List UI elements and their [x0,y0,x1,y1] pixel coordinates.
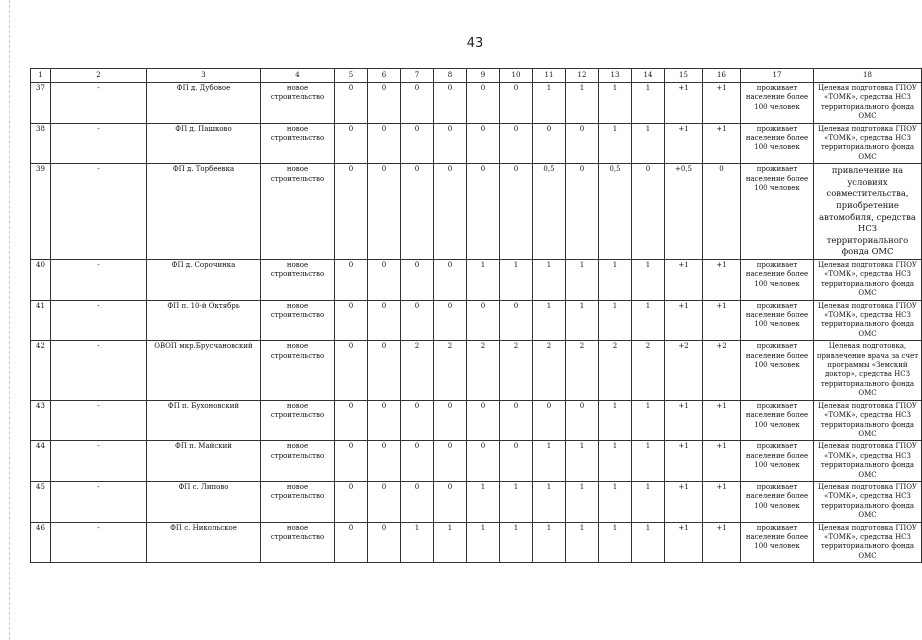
value-cell: 0 [467,300,500,341]
value-cell: +2 [665,341,703,400]
facility-name-cell: ФП д. Пашково [147,123,261,164]
row-number-cell: 42 [31,341,51,400]
value-cell: 0 [368,83,401,124]
construction-type-cell: новое строительство [261,300,335,341]
dash-cell: - [51,400,147,441]
value-cell: 0,5 [599,164,632,260]
column-header: 4 [261,69,335,83]
data-table [30,68,922,563]
value-cell: 0 [632,164,665,260]
value-cell: 1 [500,260,533,301]
value-cell: 0 [335,481,368,522]
table-row [31,83,922,124]
value-cell: 1 [599,481,632,522]
value-cell: 0 [434,164,467,260]
value-cell: 0 [335,83,368,124]
value-cell: 0 [500,300,533,341]
value-cell: +0,5 [665,164,703,260]
value-cell: 1 [533,300,566,341]
value-cell: +1 [665,260,703,301]
value-cell: +1 [703,260,741,301]
dash-cell: - [51,441,147,482]
column-header: 2 [51,69,147,83]
value-cell: 0 [368,522,401,563]
value-cell: 0 [368,260,401,301]
value-cell: 0 [566,164,599,260]
value-cell: 0 [401,123,434,164]
value-cell: 0 [434,260,467,301]
table-row [31,123,922,164]
value-cell: 1 [500,481,533,522]
value-cell: 1 [533,260,566,301]
value-cell: 0 [368,123,401,164]
value-cell: 0 [533,123,566,164]
value-cell: +1 [703,300,741,341]
value-cell: 0 [401,481,434,522]
value-cell: 1 [599,123,632,164]
page-number: 43 [466,36,484,51]
table-row [31,400,922,441]
value-cell: 0 [434,300,467,341]
dash-cell: - [51,481,147,522]
column-header: 16 [703,69,741,83]
dash-cell: - [51,83,147,124]
value-cell: 1 [599,300,632,341]
column-header: 15 [665,69,703,83]
value-cell: 1 [566,481,599,522]
value-cell: 0 [368,164,401,260]
value-cell: 0 [500,123,533,164]
value-cell: 0 [335,164,368,260]
value-cell: +1 [665,83,703,124]
value-cell: 0 [335,300,368,341]
value-cell: 0 [401,83,434,124]
measures-cell: Целевая подготовка ГПОУ «ТОМК», средства НСЗ территориального фонда ОМС [814,441,922,482]
construction-type-cell: новое строительство [261,400,335,441]
table-row [31,260,922,301]
population-cell: проживает население более 100 человек [741,481,814,522]
value-cell: 0 [401,260,434,301]
dash-cell: - [51,341,147,400]
column-header: 17 [741,69,814,83]
construction-type-cell: новое строительство [261,441,335,482]
value-cell: 1 [533,522,566,563]
row-number-cell: 46 [31,522,51,563]
value-cell: +1 [703,441,741,482]
dash-cell: - [51,260,147,301]
table-row [31,522,922,563]
value-cell: 0 [368,441,401,482]
value-cell: 0 [500,441,533,482]
construction-type-cell: новое строительство [261,260,335,301]
table-row [31,481,922,522]
value-cell: 1 [632,522,665,563]
value-cell: 1 [599,260,632,301]
dash-cell: - [51,164,147,260]
value-cell: 0 [401,300,434,341]
measures-cell: привлечение на условиях совместительства, приобретение автомобиля, средства НСЗ территориального фонда ОМС [814,164,922,260]
measures-cell: Целевая подготовка ГПОУ «ТОМК», средства НСЗ территориального фонда ОМС [814,400,922,441]
value-cell: +1 [703,481,741,522]
construction-type-cell: новое строительство [261,522,335,563]
population-cell: проживает население более 100 человек [741,260,814,301]
value-cell: 1 [599,441,632,482]
table-row [31,300,922,341]
dash-cell: - [51,522,147,563]
value-cell: 2 [599,341,632,400]
value-cell: 1 [566,260,599,301]
column-header: 12 [566,69,599,83]
facility-name-cell: ФП п. 10-й Октябрь [147,300,261,341]
value-cell: 0 [467,164,500,260]
value-cell: +1 [703,400,741,441]
value-cell: 2 [533,341,566,400]
value-cell: 2 [566,341,599,400]
measures-cell: Целевая подготовка ГПОУ «ТОМК», средства НСЗ территориального фонда ОМС [814,300,922,341]
value-cell: 1 [401,522,434,563]
construction-type-cell: новое строительство [261,123,335,164]
value-cell: 0 [467,83,500,124]
value-cell: 1 [467,260,500,301]
value-cell: 0 [335,400,368,441]
value-cell: 0 [368,341,401,400]
value-cell: 1 [566,441,599,482]
population-cell: проживает население более 100 человек [741,123,814,164]
measures-cell: Целевая подготовка ГПОУ «ТОМК», средства НСЗ территориального фонда ОМС [814,123,922,164]
column-header: 18 [814,69,922,83]
column-header: 10 [500,69,533,83]
value-cell: 1 [566,83,599,124]
value-cell: 2 [434,341,467,400]
population-cell: проживает население более 100 человек [741,400,814,441]
population-cell: проживает население более 100 человек [741,441,814,482]
table-row [31,441,922,482]
value-cell: 1 [467,481,500,522]
left-margin-guide [9,0,10,640]
value-cell: 0 [500,164,533,260]
value-cell: 0 [500,400,533,441]
value-cell: 0 [566,123,599,164]
facility-name-cell: ФП с. Никольское [147,522,261,563]
value-cell: +1 [703,123,741,164]
column-header: 5 [335,69,368,83]
row-number-cell: 43 [31,400,51,441]
value-cell: 0 [401,400,434,441]
value-cell: 0 [467,400,500,441]
column-header: 13 [599,69,632,83]
value-cell: 1 [632,83,665,124]
facility-name-cell: ФП п. Бухоновский [147,400,261,441]
column-header: 14 [632,69,665,83]
value-cell: 0 [434,400,467,441]
column-header: 1 [31,69,51,83]
value-cell: 1 [533,83,566,124]
value-cell: +1 [703,522,741,563]
value-cell: 0 [434,481,467,522]
row-number-cell: 39 [31,164,51,260]
population-cell: проживает население более 100 человек [741,341,814,400]
measures-cell: Целевая подготовка, привлечение врача за счет программы «Земский доктор», средства НСЗ территориального фонда ОМС [814,341,922,400]
column-header: 9 [467,69,500,83]
table-row [31,164,922,260]
population-cell: проживает население более 100 человек [741,164,814,260]
value-cell: 1 [533,441,566,482]
value-cell: 1 [566,300,599,341]
value-cell: 0 [335,341,368,400]
value-cell: 1 [632,260,665,301]
population-cell: проживает население более 100 человек [741,522,814,563]
value-cell: +1 [665,400,703,441]
value-cell: +1 [665,522,703,563]
construction-type-cell: новое строительство [261,164,335,260]
table-row [31,341,922,400]
value-cell: 0 [368,300,401,341]
value-cell: 1 [434,522,467,563]
construction-type-cell: новое строительство [261,83,335,124]
row-number-cell: 37 [31,83,51,124]
value-cell: 0 [335,123,368,164]
dash-cell: - [51,300,147,341]
value-cell: 1 [566,522,599,563]
value-cell: 1 [599,83,632,124]
value-cell: 0 [401,164,434,260]
population-cell: проживает население более 100 человек [741,83,814,124]
value-cell: 0,5 [533,164,566,260]
facility-name-cell: ФП д. Дубовое [147,83,261,124]
value-cell: 1 [632,400,665,441]
construction-type-cell: новое строительство [261,481,335,522]
row-number-cell: 38 [31,123,51,164]
value-cell: 2 [401,341,434,400]
value-cell: 0 [434,441,467,482]
value-cell: +1 [665,123,703,164]
construction-type-cell: новое строительство [261,341,335,400]
measures-cell: Целевая подготовка ГПОУ «ТОМК», средства НСЗ территориального фонда ОМС [814,83,922,124]
value-cell: 1 [599,400,632,441]
value-cell: +1 [665,481,703,522]
column-header: 6 [368,69,401,83]
value-cell: +1 [665,300,703,341]
value-cell: 2 [632,341,665,400]
column-header: 3 [147,69,261,83]
value-cell: 1 [500,522,533,563]
dash-cell: - [51,123,147,164]
value-cell: +2 [703,341,741,400]
measures-cell: Целевая подготовка ГПОУ «ТОМК», средства НСЗ территориального фонда ОМС [814,481,922,522]
value-cell: 0 [434,123,467,164]
value-cell: 0 [434,83,467,124]
measures-cell: Целевая подготовка ГПОУ «ТОМК», средства НСЗ территориального фонда ОМС [814,260,922,301]
value-cell: 1 [599,522,632,563]
value-cell: 1 [467,522,500,563]
measures-cell: Целевая подготовка ГПОУ «ТОМК», средства НСЗ территориального фонда ОМС [814,522,922,563]
facility-name-cell: ФП п. Майский [147,441,261,482]
column-header: 8 [434,69,467,83]
row-number-cell: 40 [31,260,51,301]
value-cell: 0 [566,400,599,441]
value-cell: 0 [335,441,368,482]
facility-name-cell: ФП д. Торбеевка [147,164,261,260]
value-cell: 2 [500,341,533,400]
facility-name-cell: ОВОП мкр.Брусчановский [147,341,261,400]
value-cell: +1 [665,441,703,482]
facility-name-cell: ФП с. Липово [147,481,261,522]
value-cell: 0 [500,83,533,124]
value-cell: 2 [467,341,500,400]
value-cell: 1 [632,300,665,341]
value-cell: 0 [533,400,566,441]
value-cell: 1 [632,123,665,164]
population-cell: проживает население более 100 человек [741,300,814,341]
row-number-cell: 45 [31,481,51,522]
value-cell: 1 [632,441,665,482]
value-cell: 0 [467,441,500,482]
value-cell: 0 [368,481,401,522]
value-cell: 0 [368,400,401,441]
row-number-cell: 41 [31,300,51,341]
column-header: 11 [533,69,566,83]
value-cell: 0 [467,123,500,164]
value-cell: 0 [335,260,368,301]
row-number-cell: 44 [31,441,51,482]
value-cell: 0 [335,522,368,563]
value-cell: 1 [533,481,566,522]
facility-name-cell: ФП д. Сорочинка [147,260,261,301]
value-cell: 0 [703,164,741,260]
column-number-row [31,69,922,83]
value-cell: 0 [401,441,434,482]
value-cell: +1 [703,83,741,124]
column-header: 7 [401,69,434,83]
value-cell: 1 [632,481,665,522]
